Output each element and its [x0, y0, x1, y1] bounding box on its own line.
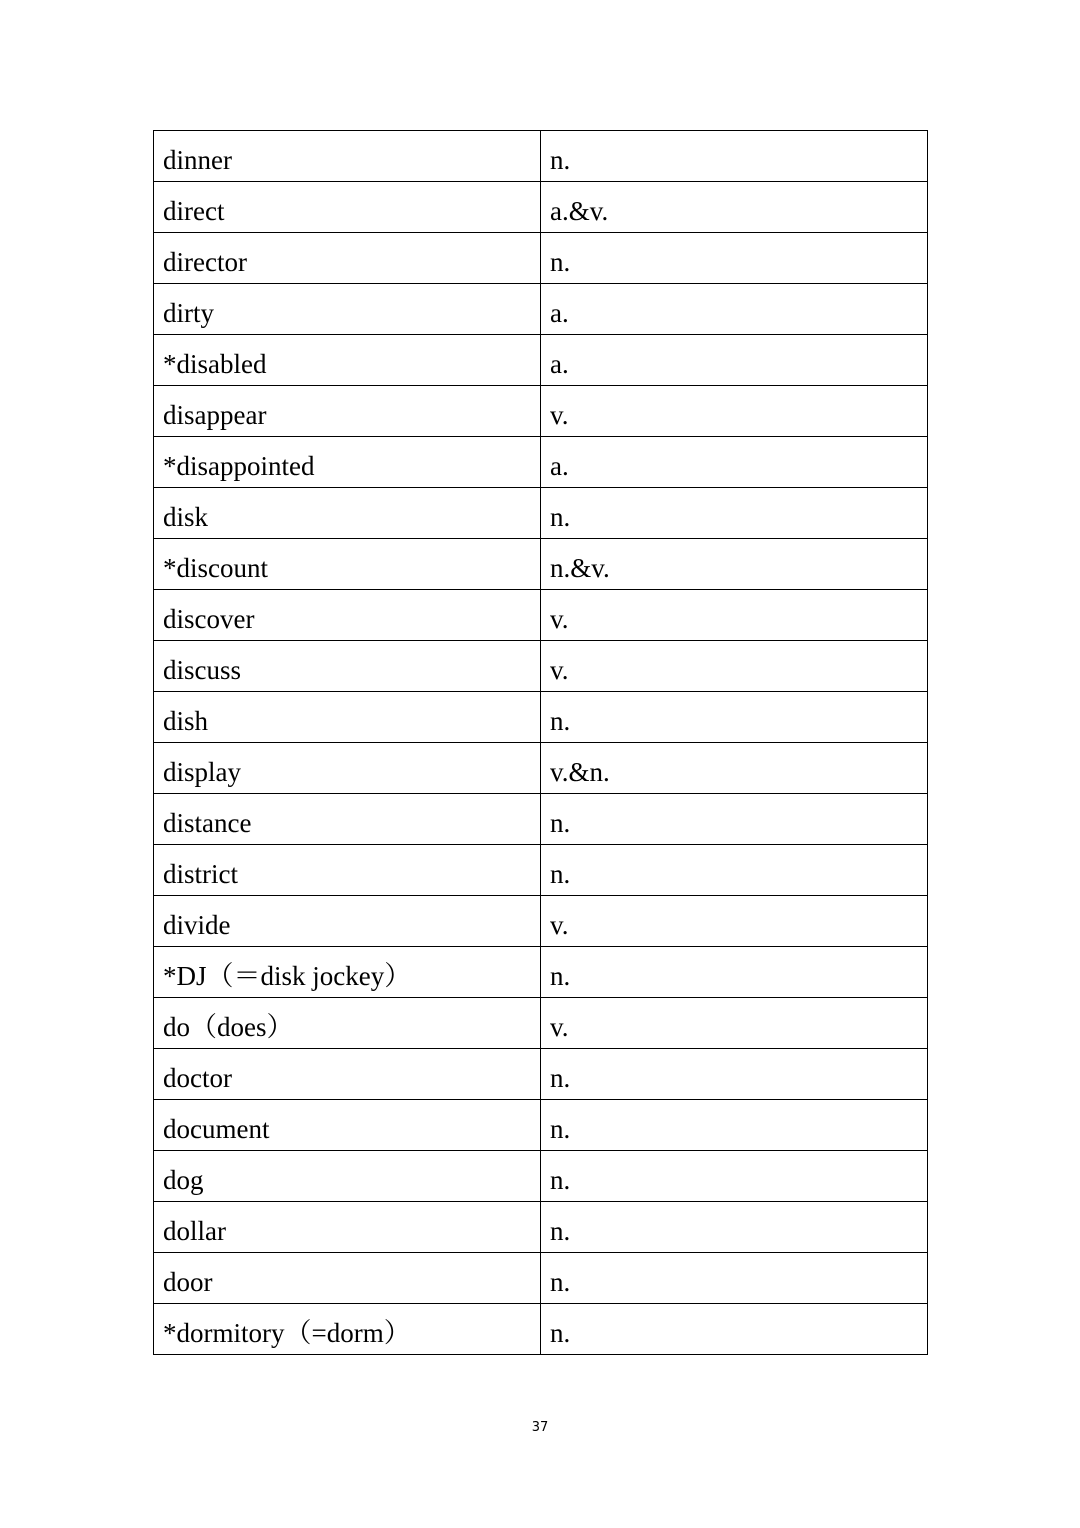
part-of-speech-text: v. — [550, 1012, 569, 1042]
table-row — [154, 1151, 928, 1202]
word-text: display — [163, 757, 241, 787]
part-of-speech-cell — [541, 845, 928, 896]
table-row — [154, 794, 928, 845]
part-of-speech-cell — [541, 386, 928, 437]
word-text: dollar — [163, 1216, 226, 1246]
word-text: do（does） — [163, 1012, 294, 1042]
part-of-speech-text: n. — [550, 1165, 571, 1195]
table-row — [154, 233, 928, 284]
word-cell — [154, 794, 541, 845]
part-of-speech-cell — [541, 1202, 928, 1253]
part-of-speech-text: v. — [550, 655, 569, 685]
part-of-speech-text: n. — [550, 1216, 571, 1246]
part-of-speech-text: v. — [550, 910, 569, 940]
word-text: disappear — [163, 400, 267, 430]
part-of-speech-text: v. — [550, 400, 569, 430]
table-row — [154, 845, 928, 896]
part-of-speech-text: n. — [550, 961, 571, 991]
word-cell — [154, 488, 541, 539]
part-of-speech-cell — [541, 947, 928, 998]
word-text: discover — [163, 604, 255, 634]
word-cell — [154, 437, 541, 488]
part-of-speech-text: n. — [550, 1318, 571, 1348]
part-of-speech-cell — [541, 1304, 928, 1355]
part-of-speech-cell — [541, 743, 928, 794]
table-row — [154, 488, 928, 539]
part-of-speech-cell — [541, 692, 928, 743]
part-of-speech-cell — [541, 641, 928, 692]
word-cell — [154, 182, 541, 233]
word-text: document — [163, 1114, 270, 1144]
part-of-speech-text: n. — [550, 808, 571, 838]
part-of-speech-text: a. — [550, 298, 569, 328]
word-cell — [154, 1253, 541, 1304]
table-row — [154, 1202, 928, 1253]
table-row — [154, 1049, 928, 1100]
table-row — [154, 182, 928, 233]
word-text: distance — [163, 808, 252, 838]
part-of-speech-cell — [541, 488, 928, 539]
part-of-speech-cell — [541, 437, 928, 488]
word-cell — [154, 896, 541, 947]
word-cell — [154, 233, 541, 284]
part-of-speech-text: n. — [550, 1267, 571, 1297]
word-text: doctor — [163, 1063, 232, 1093]
word-cell — [154, 1049, 541, 1100]
table-row — [154, 743, 928, 794]
word-cell — [154, 335, 541, 386]
part-of-speech-cell — [541, 1253, 928, 1304]
word-text: dish — [163, 706, 209, 736]
part-of-speech-cell — [541, 182, 928, 233]
table-row — [154, 284, 928, 335]
word-cell — [154, 845, 541, 896]
word-cell — [154, 692, 541, 743]
word-cell — [154, 539, 541, 590]
word-cell — [154, 386, 541, 437]
table-row — [154, 998, 928, 1049]
part-of-speech-cell — [541, 1151, 928, 1202]
word-text: *disabled — [163, 349, 267, 379]
table-row — [154, 335, 928, 386]
part-of-speech-cell — [541, 998, 928, 1049]
part-of-speech-cell — [541, 233, 928, 284]
word-text: *DJ（＝disk jockey） — [163, 961, 412, 991]
table-row — [154, 539, 928, 590]
part-of-speech-text: n. — [550, 1114, 571, 1144]
table-row — [154, 1304, 928, 1355]
table-row — [154, 641, 928, 692]
word-text: disk — [163, 502, 209, 532]
part-of-speech-cell — [541, 1100, 928, 1151]
table-row — [154, 437, 928, 488]
word-text: door — [163, 1267, 213, 1297]
word-cell — [154, 1202, 541, 1253]
part-of-speech-text: v.&n. — [550, 757, 610, 787]
word-cell — [154, 590, 541, 641]
part-of-speech-text: a.&v. — [550, 196, 609, 226]
word-text: direct — [163, 196, 225, 226]
table-row — [154, 947, 928, 998]
table-row — [154, 1100, 928, 1151]
word-cell — [154, 641, 541, 692]
word-text: divide — [163, 910, 231, 940]
part-of-speech-text: n. — [550, 502, 571, 532]
table-row — [154, 131, 928, 182]
part-of-speech-text: n. — [550, 1063, 571, 1093]
word-text: *disappointed — [163, 451, 315, 481]
word-cell — [154, 284, 541, 335]
part-of-speech-cell — [541, 794, 928, 845]
table-row — [154, 896, 928, 947]
word-text: dinner — [163, 145, 232, 175]
part-of-speech-cell — [541, 131, 928, 182]
part-of-speech-cell — [541, 284, 928, 335]
word-cell — [154, 1100, 541, 1151]
part-of-speech-text: n. — [550, 247, 571, 277]
table-row — [154, 386, 928, 437]
part-of-speech-text: a. — [550, 349, 569, 379]
word-text: discuss — [163, 655, 242, 685]
part-of-speech-cell — [541, 1049, 928, 1100]
word-cell — [154, 131, 541, 182]
part-of-speech-text: v. — [550, 604, 569, 634]
part-of-speech-cell — [541, 335, 928, 386]
part-of-speech-text: n. — [550, 145, 571, 175]
part-of-speech-cell — [541, 896, 928, 947]
word-cell — [154, 947, 541, 998]
part-of-speech-cell — [541, 590, 928, 641]
part-of-speech-text: a. — [550, 451, 569, 481]
table-row — [154, 590, 928, 641]
part-of-speech-text: n.&v. — [550, 553, 610, 583]
word-text: director — [163, 247, 247, 277]
word-text: dirty — [163, 298, 214, 328]
word-text: *discount — [163, 553, 268, 583]
word-cell — [154, 998, 541, 1049]
word-text: district — [163, 859, 238, 889]
part-of-speech-text: n. — [550, 859, 571, 889]
word-cell — [154, 1304, 541, 1355]
word-text: *dormitory（=dorm） — [163, 1318, 411, 1348]
part-of-speech-cell — [541, 539, 928, 590]
table-row — [154, 692, 928, 743]
word-cell — [154, 1151, 541, 1202]
part-of-speech-text: n. — [550, 706, 571, 736]
table-row — [154, 1253, 928, 1304]
page-number: 37 — [531, 1420, 549, 1435]
word-text: dog — [163, 1165, 204, 1195]
word-cell — [154, 743, 541, 794]
vocabulary-table — [153, 130, 928, 1355]
